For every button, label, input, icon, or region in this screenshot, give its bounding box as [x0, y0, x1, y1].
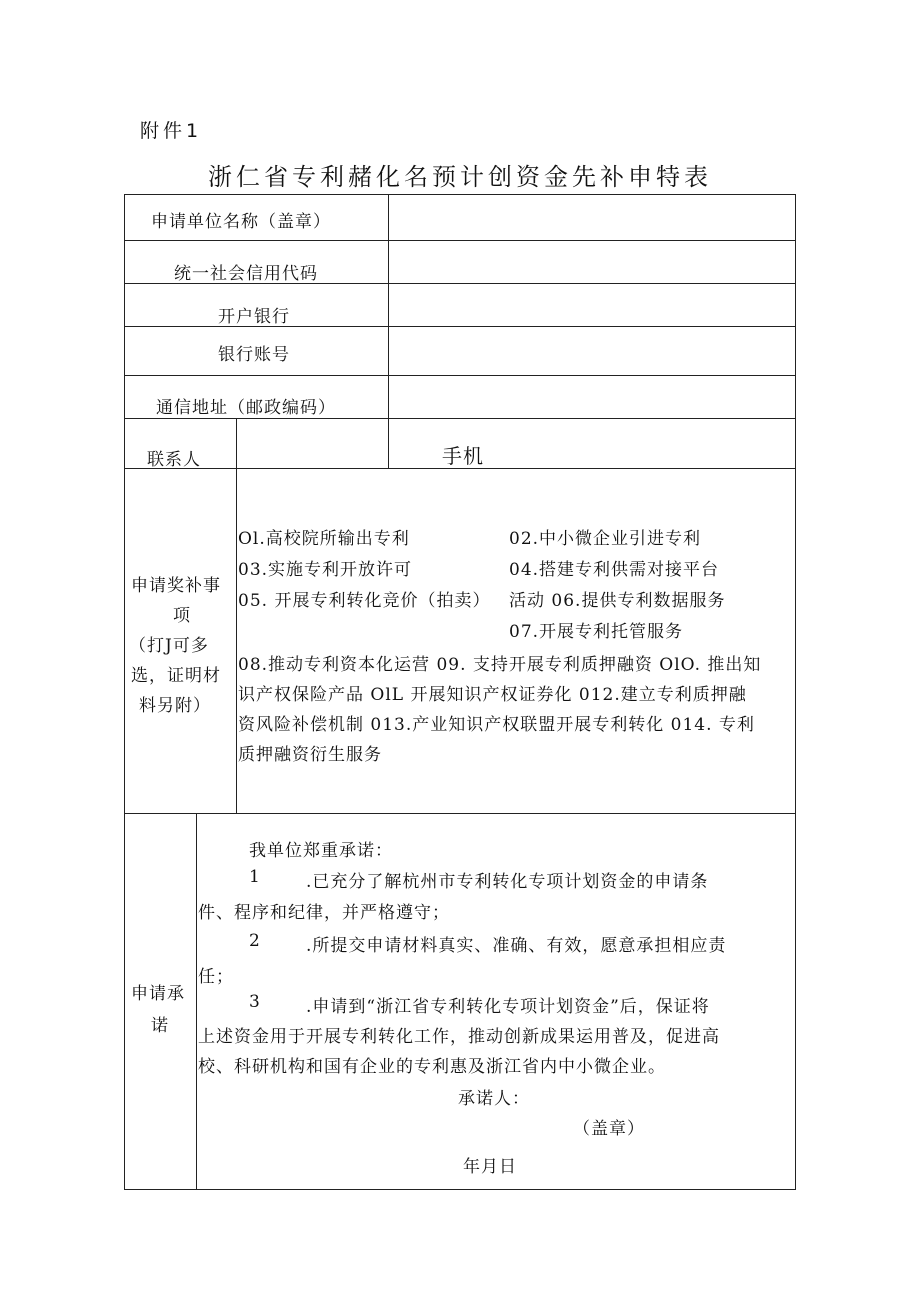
contact-label: 联系人: [147, 450, 201, 470]
items-label-2: 项: [173, 606, 191, 626]
row-applicant-value[interactable]: [388, 194, 796, 241]
pledge-3-line1: .申请到“浙江省专利转化专项计划资金”后，保证将: [306, 997, 710, 1017]
phone-label: 手机: [442, 444, 484, 468]
pledge-signer: 承诺人：: [458, 1089, 530, 1109]
applicant-label: 申请单位名称（盖章）: [151, 212, 331, 232]
attachment-label: 附件1: [140, 120, 203, 142]
row-credit-value[interactable]: [388, 240, 796, 284]
pledge-3-line2: 上述资金用于开展专利转化工作，推动创新成果运用普及，促进高: [198, 1027, 720, 1047]
pledge-seal: （盖章）: [573, 1119, 645, 1139]
pledge-1-line2: 件、程序和纪律，并严格遵守；: [198, 903, 450, 923]
row-bank-value[interactable]: [388, 283, 796, 327]
pledge-2-num: 2: [249, 931, 261, 951]
row-address-value[interactable]: [388, 375, 796, 419]
bank-label: 开户银行: [218, 307, 290, 327]
item-05[interactable]: 05. 开展专利转化竞价（拍卖）: [238, 591, 491, 611]
pledge-date: 年月日: [463, 1157, 517, 1177]
items-rest-2: 识产权保险产品 OlL 开展知识产权证券化 012.建立专利质押融: [238, 685, 747, 705]
pledge-label-2: 诺: [151, 1016, 169, 1036]
items-label-5: 料另附）: [139, 696, 211, 716]
row-account-value[interactable]: [388, 326, 796, 376]
pledge-2-line1: .所提交申请材料真实、准确、有效，愿意承担相应责: [306, 936, 727, 956]
items-label-1: 申请奖补事: [131, 576, 221, 596]
address-label: 通信地址（邮政编码）: [156, 398, 336, 418]
pledge-1-line1: .已充分了解杭州市专利转化专项计划资金的申请条: [306, 872, 709, 892]
pledge-intro: 我单位郑重承诺：: [249, 841, 393, 861]
item-03[interactable]: 03.实施专利开放许可: [238, 560, 413, 580]
item-06[interactable]: 活动 06.提供专利数据服务: [509, 591, 726, 611]
pledge-1-num: 1: [249, 867, 261, 887]
items-rest-3: 资风险补偿机制 013.产业知识产权联盟开展专利转化 014. 专利: [238, 715, 755, 735]
pledge-2-line2: 任；: [198, 967, 234, 987]
item-01[interactable]: Ol.高校院所输出专利: [238, 529, 410, 549]
pledge-3-num: 3: [249, 992, 261, 1012]
pledge-3-line3: 校、科研机构和国有企业的专利惠及浙江省内中小微企业。: [198, 1057, 666, 1077]
items-label-3: （打J可多: [129, 636, 209, 656]
pledge-label-1: 申请承: [131, 984, 185, 1004]
credit-code-label: 统一社会信用代码: [174, 264, 318, 284]
item-07[interactable]: 07.开展专利托管服务: [509, 622, 684, 642]
item-04[interactable]: 04.搭建专利供需对接平台: [509, 560, 720, 580]
account-label: 银行账号: [218, 345, 290, 365]
items-rest-4: 质押融资衍生服务: [238, 745, 382, 765]
item-02[interactable]: 02.中小微企业引进专利: [509, 529, 702, 549]
items-rest-1: 08.推动专利资本化运营 09. 支持开展专利质押融资 OlO. 推出知: [238, 655, 762, 675]
page-title: 浙仁省专利赭化名预计创资金先补申特表: [208, 163, 712, 191]
items-label-4: 选，证明材: [131, 666, 221, 686]
row-contact-value[interactable]: [236, 418, 389, 469]
